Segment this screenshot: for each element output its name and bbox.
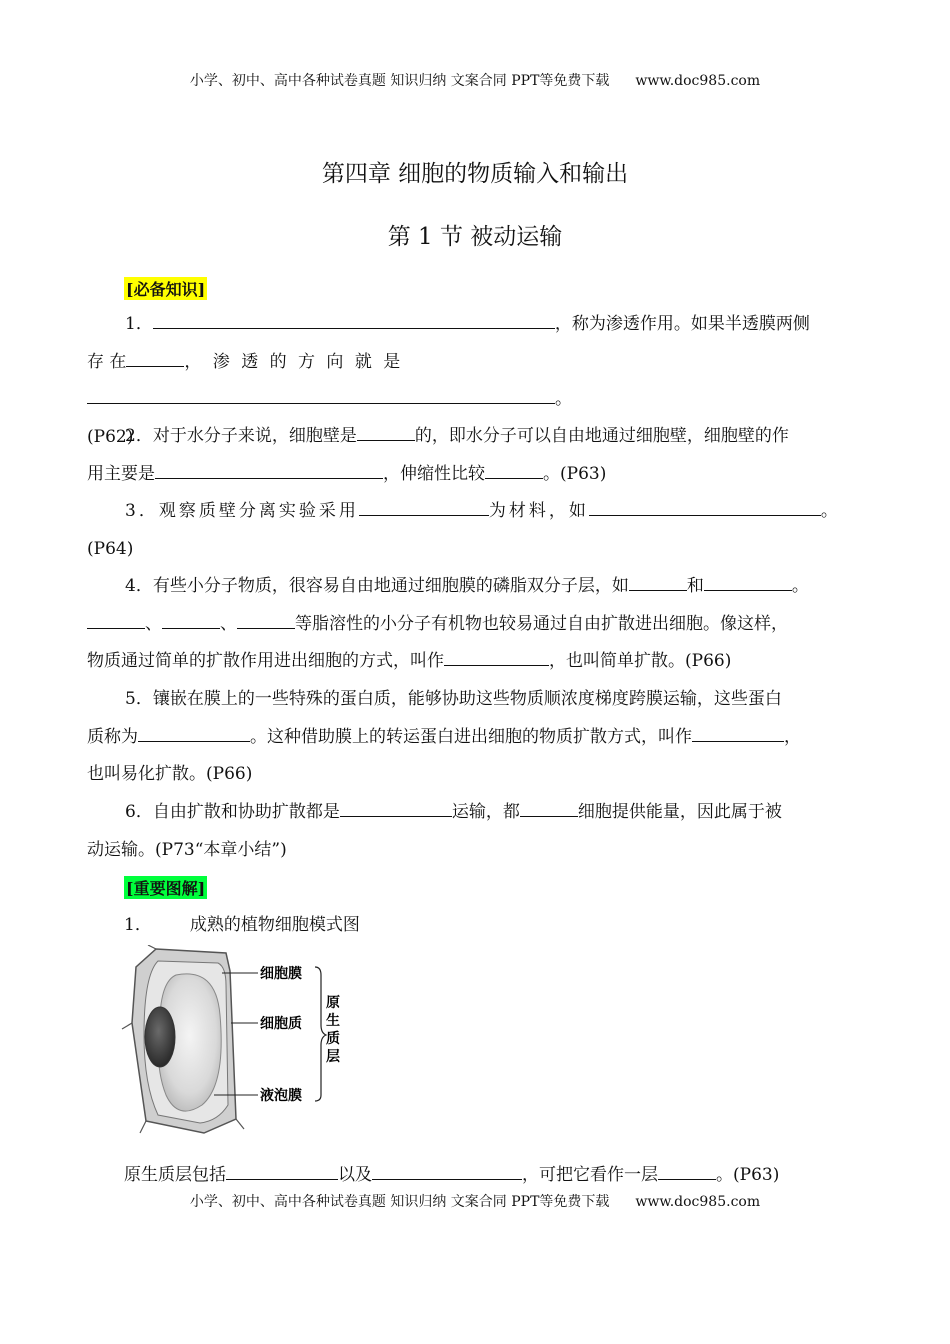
footer-text: 小学、初中、高中各种试卷真题 知识归纳 文案合同 PPT等免费下载 [189, 1194, 610, 1210]
blank[interactable] [372, 1163, 522, 1180]
label-protoplast-2: 生 [326, 1013, 340, 1029]
question-5: 5．镶嵌在膜上的一些特殊的蛋白质，能够协助这些物质顺浓度梯度跨膜运输，这些蛋白 质称为 。这种借助膜上的转运蛋白进出细胞的物质扩散方式，叫作 ， 也叫易化扩散。(P66) [87, 689, 801, 784]
brace [315, 967, 326, 1101]
blank[interactable] [485, 462, 543, 479]
figure-caption: 1． 成熟的植物细胞模式图 [124, 915, 360, 935]
figure-question: 原生质层包括 以及 ，可把它看作一层 。(P63) [124, 1165, 780, 1185]
header-site[interactable]: www.doc985.com [635, 73, 761, 89]
blank[interactable] [153, 312, 555, 329]
page-header [0, 70, 950, 90]
label-cytoplasm: 细胞质 [260, 1016, 302, 1032]
nucleus [145, 1007, 175, 1067]
knowledge-tag: [必备知识] [124, 277, 207, 300]
page-footer [0, 1191, 950, 1211]
section-title: 第 1 节 被动运输 [387, 224, 563, 250]
blank[interactable] [520, 800, 578, 817]
plant-cell-diagram [118, 945, 358, 1135]
label-protoplast-3: 质 [326, 1031, 340, 1047]
blank[interactable] [155, 462, 383, 479]
blank[interactable] [87, 387, 555, 404]
question-6: 6．自由扩散和协助扩散都是 运输，都 细胞提供能量，因此属于被 动运输。(P73“本章小结”) [87, 802, 782, 860]
blank[interactable] [704, 574, 792, 591]
chapter-title: 第四章 细胞的物质输入和输出 [321, 161, 629, 187]
blank[interactable] [237, 612, 295, 629]
question-4: 4．有些小分子物质，很容易自由地通过细胞膜的磷脂双分子层，如 和 。 、 、 等脂溶性的小分子有机物也较易通过自由扩散进出细胞。像这样， 物质通过简单的扩散作用进出细胞的方式，叫作 ，也叫简单扩散。(P66) [87, 576, 809, 671]
blank[interactable] [444, 649, 549, 666]
blank[interactable] [126, 350, 184, 367]
blank[interactable] [138, 725, 250, 742]
blank[interactable] [589, 499, 821, 516]
blank[interactable] [87, 612, 145, 629]
question-1: 1． ，称为渗透作用。如果半透膜两侧 存 在 ， 渗 透 的 方 向 就 是。 (P62) [87, 314, 810, 447]
blank[interactable] [359, 499, 489, 516]
question-3: 3．观察质壁分离实验采用 为材料，如 。 (P64) [87, 501, 838, 559]
question-2: 2．对于水分子来说，细胞壁是 的，即水分子可以自由地通过细胞壁，细胞壁的作 用主要是 ，伸缩性比较 。(P63) [87, 426, 789, 484]
blank[interactable] [692, 725, 784, 742]
label-protoplast-1: 原 [326, 995, 340, 1011]
header-text: 小学、初中、高中各种试卷真题 知识归纳 文案合同 PPT等免费下载 [189, 73, 610, 89]
figures-tag: [重要图解] [124, 876, 207, 899]
blank[interactable] [629, 574, 687, 591]
label-protoplast-4: 层 [326, 1049, 340, 1065]
blank[interactable] [226, 1163, 338, 1180]
label-cell-membrane: 细胞膜 [260, 966, 302, 982]
blank[interactable] [357, 424, 415, 441]
blank[interactable] [658, 1163, 716, 1180]
blank[interactable] [162, 612, 220, 629]
label-vacuole-membrane: 液泡膜 [260, 1088, 302, 1104]
blank[interactable] [340, 800, 452, 817]
footer-site[interactable]: www.doc985.com [635, 1194, 761, 1210]
